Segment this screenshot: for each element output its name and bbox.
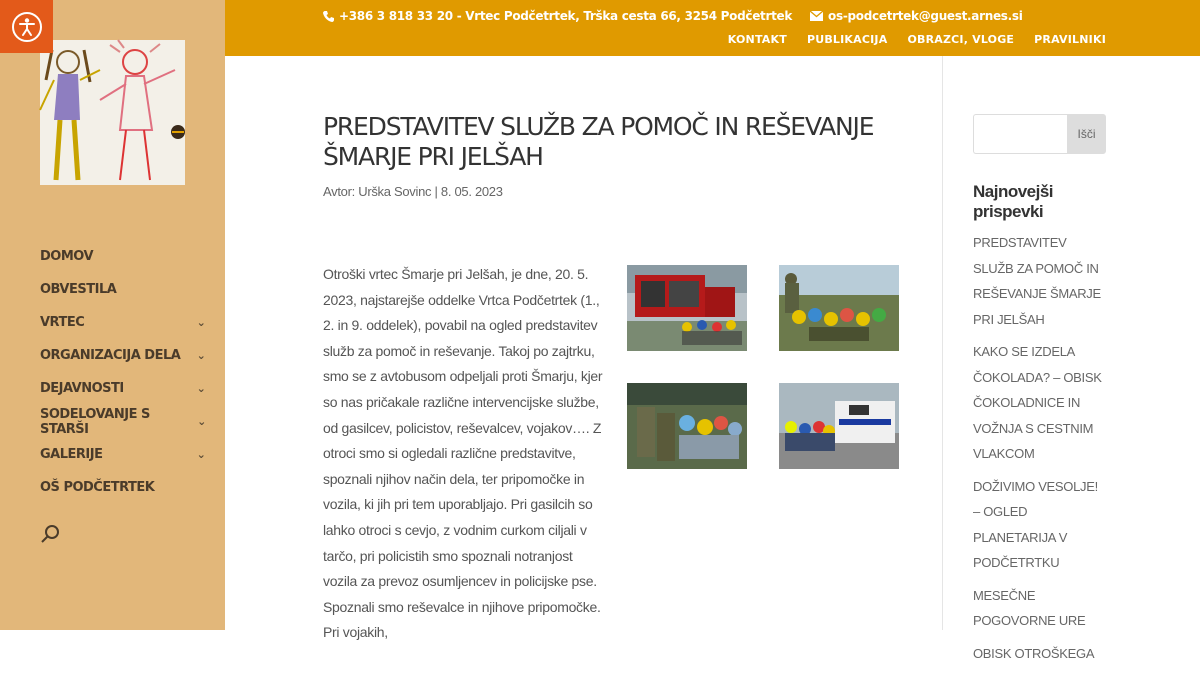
nav-item-dejavnosti[interactable] <box>40 372 210 405</box>
contact-info <box>323 9 1023 23</box>
recent-post-link[interactable]: DOŽIVIMO VESOLJE! – OGLED PLANETARIJA V PODČETRTKU <box>973 478 1098 570</box>
left-sidebar <box>0 0 225 630</box>
email-text: os-podcetrtek@guest.arnes.si <box>828 9 1023 23</box>
email-info[interactable] <box>810 9 1023 23</box>
nav-item-vrtec[interactable] <box>40 306 210 339</box>
nav-item-label: GALERIJE <box>40 447 103 462</box>
chevron-down-icon[interactable]: ⌄ <box>196 349 206 362</box>
chevron-down-icon[interactable]: ⌄ <box>196 316 206 329</box>
recent-post-link[interactable]: OBISK OTROŠKEGA <box>973 645 1095 661</box>
post-title: PREDSTAVITEV SLUŽB ZA POMOČ IN REŠEVANJE ŠMARJE PRI JELŠAH <box>323 112 874 171</box>
recent-posts-title: Najnovejši prispevki <box>973 182 1054 221</box>
nav-item-label: OBVESTILA <box>40 282 117 297</box>
top-menu <box>728 33 1106 46</box>
top-menu-kontakt[interactable]: KONTAKT <box>727 33 787 46</box>
recent-post-link[interactable]: KAKO SE IZDELA ČOKOLADA? – OBISK ČOKOLADNICE IN VOŽNJA S CESTNIM VLAKCOM <box>973 344 1102 461</box>
gallery-image-fire-truck[interactable] <box>627 265 747 351</box>
search-input[interactable] <box>973 114 1067 154</box>
phone-info <box>323 9 792 23</box>
nav-item-label: ORGANIZACIJA DELA <box>40 348 181 363</box>
chevron-down-icon[interactable]: ⌄ <box>196 448 206 461</box>
nav-item-label: SODELOVANJE S STARŠI <box>40 406 150 437</box>
nav-item-label: DEJAVNOSTI <box>40 381 124 396</box>
gallery-image-police-van[interactable] <box>779 383 899 469</box>
search-icon[interactable] <box>40 524 64 548</box>
recent-post-link[interactable]: MESEČNE POGOVORNE URE <box>973 587 1086 628</box>
phone-icon <box>323 10 334 22</box>
search-form <box>973 114 1106 154</box>
content-divider <box>942 56 943 630</box>
nav-item-domov[interactable] <box>40 240 210 273</box>
search-button[interactable]: Išči <box>1067 114 1106 154</box>
top-menu-pravilniki[interactable]: PRAVILNIKI <box>1034 33 1106 46</box>
post-body: Otroški vrtec Šmarje pri Jelšah, je dne, 20. 5. 2023, najstarejše oddelke Vrtca Podčetrtek (1., 2. in 9. oddelek), povabil na ogled predstavitev služb za pomoč in reševanje. Takoj po zajtrku, smo se z avtobusom odpeljali proti Šmarju, kjer so nas pričakale različne intervencijske službe, od gasilcev, policistov, reševalcev, vojakov…. Z otroci smo si ogledali različne predstavitve, spoznali njihov način dela, ter pripomočke in vozila, ki jih pri tem uporabljajo. Pri gasilcih so lahko otroci s cevjo, z vodnim curkom ciljali v tarčo, pri policistih smo spoznali notranjost vozila za prevoz osumljencev in policijske pse. Spoznali smo reševalce in njihove pripomočke. Pri vojakih, <box>323 266 603 641</box>
phone-text: +386 3 818 33 20 - Vrtec Podčetrtek, Trška cesta 66, 3254 Podčetrtek <box>339 9 793 23</box>
nav-item-label: DOMOV <box>40 249 94 264</box>
top-header <box>225 0 1200 56</box>
top-menu-publikacija[interactable]: PUBLIKACIJA <box>806 33 888 46</box>
chevron-down-icon[interactable]: ⌄ <box>197 415 206 428</box>
nav-item-label: OŠ PODČETRTEK <box>40 480 155 495</box>
nav-item-organizacija-dela[interactable] <box>40 339 210 372</box>
logo-child-drawing[interactable] <box>40 40 185 185</box>
recent-post-link[interactable]: PREDSTAVITEV SLUŽB ZA POMOČ IN REŠEVANJE ŠMARJE PRI JELŠAH <box>973 235 1101 327</box>
nav-item-galerije[interactable] <box>40 438 210 471</box>
image-gallery <box>627 265 917 475</box>
nav-item-obvestila[interactable] <box>40 273 210 306</box>
accessibility-button[interactable] <box>0 0 53 53</box>
gallery-image-children-group[interactable] <box>627 383 747 469</box>
nav-item-sodelovanje-s-starsi[interactable] <box>40 405 210 438</box>
nav-item-os-podcetrtek[interactable] <box>40 471 210 504</box>
chevron-down-icon[interactable]: ⌄ <box>196 382 206 395</box>
email-icon <box>810 11 823 21</box>
main-navigation <box>40 240 210 504</box>
nav-item-label: VRTEC <box>40 315 85 330</box>
gallery-image-soldiers[interactable] <box>779 265 899 351</box>
post-meta: Avtor: Urška Sovinc | 8. 05. 2023 <box>323 184 503 199</box>
post-content <box>323 112 913 641</box>
right-sidebar <box>973 114 1106 673</box>
top-menu-obrazci-vloge[interactable]: OBRAZCI, VLOGE <box>907 33 1015 46</box>
accessibility-icon <box>12 12 42 42</box>
recent-posts-list <box>973 230 1106 666</box>
